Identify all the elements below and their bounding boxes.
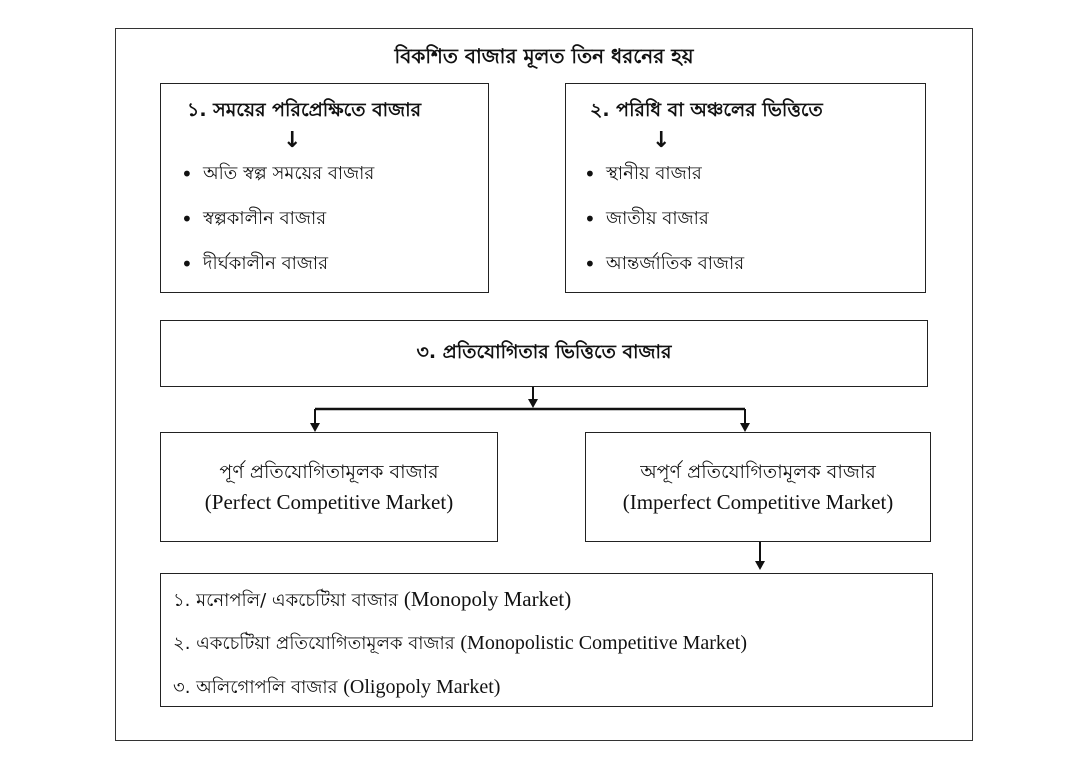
market-type-en: (Oligopoly Market) (343, 676, 501, 698)
arrow-head-icon (310, 423, 320, 432)
down-arrow-icon: ↓ (283, 128, 302, 153)
list-item (173, 586, 747, 630)
imperfect-market-types-list (173, 586, 747, 718)
diagram-title: বিকশিত বাজার মূলত তিন ধরনের হয় (394, 44, 694, 68)
arrow-head-icon (755, 561, 765, 570)
perfect-market-bn-label: পূর্ণ প্রতিযোগিতামূলক বাজার (219, 461, 439, 483)
list-item: • স্বল্পকালীন বাজার (181, 207, 374, 252)
market-type-en: (Monopoly Market) (403, 587, 572, 611)
area-based-heading: ২. পরিধি বা অঞ্চলের ভিত্তিতে (590, 99, 823, 121)
arrow-head-icon (528, 399, 538, 408)
market-type-bn: ৩. অলিগোপলি বাজার (173, 677, 338, 698)
arrow-head-icon (740, 423, 750, 432)
imperfect-competitive-market-box (585, 432, 931, 542)
market-type-en: (Monopolistic Competitive Market) (460, 632, 748, 654)
market-type-bn: ১. মনোপলি/ একচেটিয়া বাজার (173, 590, 399, 611)
perfect-market-en-label: (Perfect Competitive Market) (204, 490, 454, 514)
perfect-competitive-market-box (160, 432, 498, 542)
list-item: • দীর্ঘকালীন বাজার (181, 252, 374, 297)
down-arrow-icon: ↓ (652, 128, 671, 153)
market-type-bn: ২. একচেটিয়া প্রতিযোগিতামূলক বাজার (173, 633, 455, 654)
imperfect-market-en-label: (Imperfect Competitive Market) (622, 490, 894, 514)
list-item (173, 674, 747, 718)
list-item: • স্থানীয় বাজার (584, 162, 744, 207)
list-item (173, 630, 747, 674)
list-item: • অতি স্বল্প সময়ের বাজার (181, 162, 374, 207)
competition-based-heading: ৩. প্রতিযোগিতার ভিত্তিতে বাজার (416, 340, 672, 363)
list-item: • আন্তর্জাতিক বাজার (584, 252, 744, 297)
list-item: • জাতীয় বাজার (584, 207, 744, 252)
imperfect-market-types-box (160, 573, 933, 707)
imperfect-market-bn-label: অপূর্ণ প্রতিযোগিতামূলক বাজার (640, 461, 876, 483)
time-based-heading: ১. সময়ের পরিপ্রেক্ষিতে বাজার (187, 99, 422, 121)
